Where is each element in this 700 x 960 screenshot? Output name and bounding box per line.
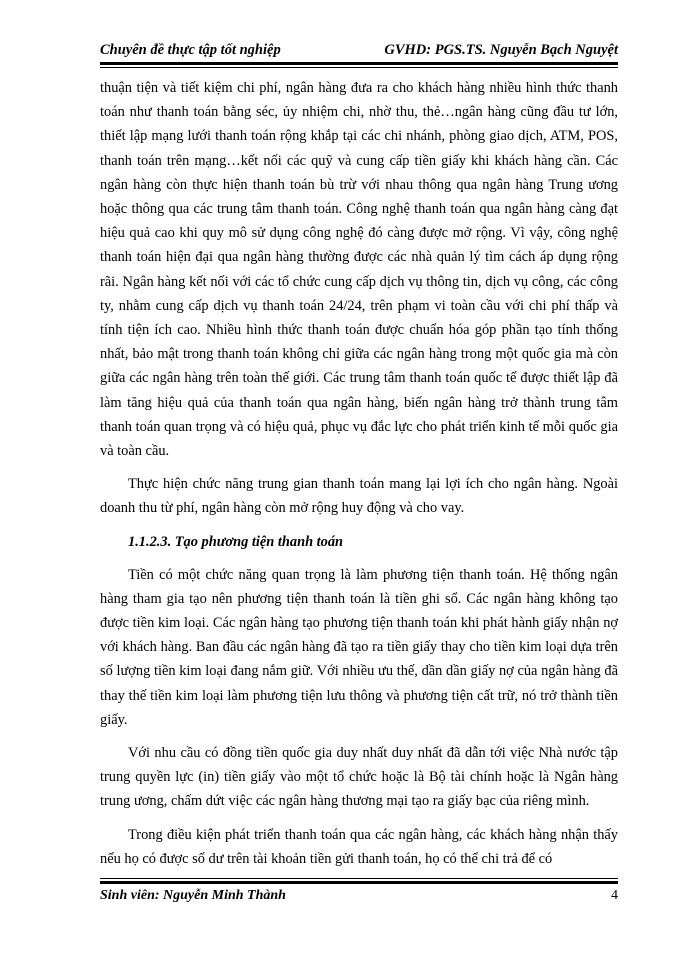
header-rule-thick xyxy=(100,62,618,65)
page-footer xyxy=(100,886,618,908)
paragraph: Thực hiện chức năng trung gian thanh toán mang lại lợi ích cho ngân hàng. Ngoài doanh thu từ phí, ngân hàng còn mở rộng huy động và cho vay. xyxy=(100,476,618,517)
paragraph: Với nhu cầu có đồng tiền quốc gia duy nhất duy nhất đã dẫn tới việc Nhà nước tập trung quyền lực (in) tiền giấy vào một tổ chức hoặc là Bộ tài chính hoặc là Ngân hàng trung ương, chấm dứt việc các ngân hàng thương mại tạo ra giấy bạc của riêng mình. xyxy=(100,745,618,810)
footer-rule-thin xyxy=(100,878,618,879)
footer-student-name: Sinh viên: Nguyễn Minh Thành xyxy=(100,888,286,903)
header-rule-thin xyxy=(100,67,618,68)
header-supervisor: GVHD: PGS.TS. Nguyễn Bạch Nguyệt xyxy=(384,42,618,58)
paragraph: Tiền có một chức năng quan trọng là làm phương tiện thanh toán. Hệ thống ngân hàng tham gia tạo nên phương tiện thanh toán là tiền ghi sổ. Các ngân hàng không tạo được tiền kim loại. Các ngân hàng tạo phương tiện thanh toán khi phát hành giấy nhận nợ với khách hàng. Ban đầu các ngân hàng đã tạo ra tiền giấy thay cho tiền kim loại dựa trên số lượng tiền kim loại đang nắm giữ. Với nhiều ưu thế, dần dần giấy nợ của ngân hàng đã thay thế tiền kim loại làm phương tiện lưu thông và phương tiện cất trữ, nó trở thành tiền giấy. xyxy=(100,566,618,728)
header-report-title: Chuyên đề thực tập tốt nghiệp xyxy=(100,42,281,58)
paragraph-continued: thuận tiện và tiết kiệm chi phí, ngân hàng đưa ra cho khách hàng nhiều hình thức thanh toán như thanh toán bằng séc, ủy nhiệm chi, nhờ thu, thẻ…ngân hàng cũng đầu tư lớn, thiết lập mạng lưới thanh toán rộng khắp tại các chi nhánh, phòng giao dịch, ATM, POS, thanh toán trên mạng…kết nối các quỹ và cung cấp tiền giấy khi khách hàng cần. Các ngân hàng còn thực hiện thanh toán bù trừ với nhau thông qua ngân hàng Trung ương hoặc thông qua các trung tâm thanh toán. Công nghệ thanh toán qua ngân hàng càng đạt hiệu quả cao khi quy mô sử dụng công nghệ đó càng được mở rộng. Vì vậy, công nghệ thanh toán hiện đại qua ngân hàng thường được các nhà quản lý tìm cách áp dụng rộng rãi. Ngân hàng kết nối với các tổ chức cung cấp dịch vụ thông tin, dịch vụ công, các công ty, nhằm cung cấp dịch vụ thanh toán 24/24, trên phạm vi toàn cầu với chi phí thấp và tính tiện ích cao. Nhiều hình thức thanh toán được chuẩn hóa góp phần tạo tính thống nhất, bảo mật trong thanh toán không chỉ giữa các ngân hàng trong một quốc gia mà còn giữa các ngân hàng trên toàn thế giới. Các trung tâm thanh toán quốc tế được thiết lập đã làm tăng hiệu quả của thanh toán qua ngân hàng, biến ngân hàng trở thành trung tâm thanh toán quan trọng và có hiệu quả, phục vụ đắc lực cho phát triển kinh tế mỗi quốc gia và toàn cầu. xyxy=(100,80,618,460)
page-body xyxy=(100,76,618,880)
paragraph: Trong điều kiện phát triển thanh toán qua các ngân hàng, các khách hàng nhận thấy nếu họ có được số dư trên tài khoản tiền gửi thanh toán, họ có thể chi trả để có xyxy=(100,826,618,867)
section-heading: 1.1.2.3. Tạo phương tiện thanh toán xyxy=(128,533,344,550)
page-number: 4 xyxy=(611,888,618,903)
footer-rule-thick xyxy=(100,881,618,884)
